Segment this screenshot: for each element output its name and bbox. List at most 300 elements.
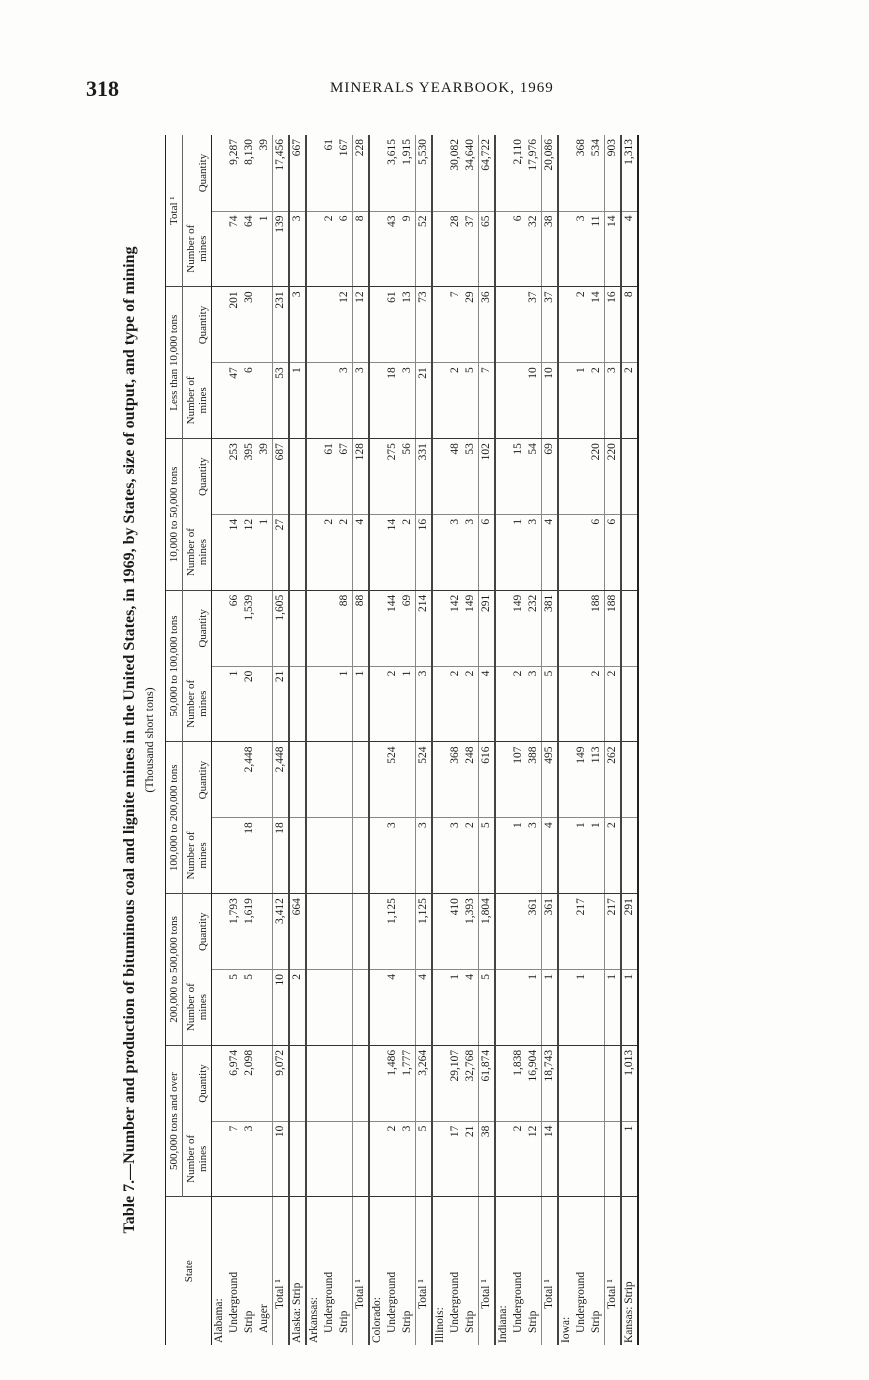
row-label: Colorado: — [371, 1297, 383, 1343]
number-of-mines-cell: 1 — [448, 969, 463, 1045]
number-of-mines-cell — [432, 969, 448, 1045]
quantity-cell — [369, 287, 385, 363]
number-of-mines-cell: 2 — [463, 818, 479, 894]
row-label: Iowa: — [560, 1316, 572, 1343]
quantity-cell — [495, 439, 511, 515]
table-row — [273, 135, 290, 1345]
quantity-cell — [212, 439, 228, 515]
number-of-mines-cell: 1 — [511, 818, 526, 894]
table-row — [589, 135, 605, 1345]
quantity-cell: 667 — [289, 135, 306, 211]
quantity-cell — [306, 742, 322, 818]
number-of-mines-cell: 2 — [289, 969, 306, 1045]
quantity-cell — [306, 590, 322, 666]
quantity-cell — [322, 742, 337, 818]
table-row — [353, 135, 370, 1345]
number-of-mines-cell — [495, 666, 511, 742]
column-group-header: 200,000 to 500,000 tons — [166, 894, 183, 1046]
number-of-mines-cell: 1 — [605, 969, 622, 1045]
quantity-cell: 16,904 — [526, 1045, 542, 1121]
number-of-mines-cell: 2 — [511, 1121, 526, 1197]
number-of-mines-cell — [432, 514, 448, 590]
table-subtitle: (Thousand short tons) — [142, 687, 156, 793]
quantity-cell — [289, 439, 306, 515]
quantity-cell: 248 — [463, 742, 479, 818]
number-of-mines-cell: 20 — [242, 666, 257, 742]
page-number: 318 — [86, 76, 119, 101]
number-of-mines-cell: 1 — [289, 363, 306, 439]
number-of-mines-cell: 18 — [273, 818, 290, 894]
quantity-cell: 1,793 — [227, 894, 242, 970]
number-of-mines-cell — [212, 211, 228, 287]
quantity-header: Quantity — [183, 590, 212, 666]
quantity-cell: 1,804 — [479, 894, 496, 970]
number-of-mines-cell: 2 — [322, 514, 337, 590]
number-of-mines-cell: 3 — [416, 818, 433, 894]
number-of-mines-cell: 3 — [242, 1121, 257, 1197]
quantity-cell: 53 — [463, 439, 479, 515]
number-of-mines-cell: 10 — [273, 1121, 290, 1197]
quantity-cell: 15 — [511, 439, 526, 515]
number-of-mines-cell: 2 — [400, 514, 416, 590]
quantity-cell — [495, 287, 511, 363]
quantity-cell: 1,313 — [621, 135, 638, 211]
number-of-mines-cell — [306, 514, 322, 590]
number-of-mines-cell: 1 — [574, 363, 589, 439]
number-of-mines-cell — [337, 969, 353, 1045]
number-of-mines-cell: 14 — [542, 1121, 559, 1197]
quantity-cell — [353, 742, 370, 818]
running-head: MINERALS YEARBOOK, 1969 — [330, 80, 554, 96]
quantity-cell: 5,530 — [416, 135, 433, 211]
quantity-cell — [306, 894, 322, 970]
number-of-mines-cell: 2 — [337, 514, 353, 590]
quantity-header: Quantity — [183, 894, 212, 970]
quantity-cell: 17,976 — [526, 135, 542, 211]
rotated-table-block — [120, 135, 740, 1345]
quantity-cell: 8,130 — [242, 135, 257, 211]
number-of-mines-cell: 11 — [589, 211, 605, 287]
quantity-cell — [495, 894, 511, 970]
quantity-cell — [400, 894, 416, 970]
number-of-mines-cell: 10 — [273, 969, 290, 1045]
quantity-cell — [495, 590, 511, 666]
number-of-mines-cell: 18 — [385, 363, 400, 439]
quantity-cell — [212, 894, 228, 970]
quantity-cell: 9,287 — [227, 135, 242, 211]
quantity-cell: 1,838 — [511, 1045, 526, 1121]
quantity-cell — [400, 742, 416, 818]
number-of-mines-cell — [369, 514, 385, 590]
quantity-cell: 3,615 — [385, 135, 400, 211]
number-of-mines-cell — [605, 1121, 622, 1197]
quantity-header: Quantity — [183, 742, 212, 818]
number-of-mines-cell: 1 — [353, 666, 370, 742]
number-of-mines-cell: 1 — [227, 666, 242, 742]
number-of-mines-cell — [621, 818, 638, 894]
number-of-mines-cell — [369, 818, 385, 894]
number-of-mines-cell — [289, 818, 306, 894]
row-label: Total ¹ — [273, 1197, 290, 1345]
quantity-cell — [212, 742, 228, 818]
number-of-mines-cell: 2 — [448, 666, 463, 742]
number-of-mines-cell: 14 — [385, 514, 400, 590]
number-of-mines-cell — [558, 211, 574, 287]
quantity-cell — [289, 742, 306, 818]
number-of-mines-header: Number of mines — [183, 818, 212, 894]
quantity-cell: 1,393 — [463, 894, 479, 970]
quantity-cell — [511, 894, 526, 970]
number-of-mines-cell — [353, 969, 370, 1045]
quantity-cell: 20,086 — [542, 135, 559, 211]
quantity-cell: 1,777 — [400, 1045, 416, 1121]
quantity-cell: 113 — [589, 742, 605, 818]
table-row — [479, 135, 496, 1345]
quantity-cell: 3 — [289, 287, 306, 363]
number-of-mines-cell: 1 — [574, 969, 589, 1045]
quantity-cell: 220 — [589, 439, 605, 515]
number-of-mines-cell: 3 — [385, 818, 400, 894]
quantity-cell: 16 — [605, 287, 622, 363]
number-of-mines-cell — [369, 666, 385, 742]
table-row — [526, 135, 542, 1345]
number-of-mines-cell — [212, 363, 228, 439]
number-of-mines-cell: 3 — [400, 1121, 416, 1197]
number-of-mines-cell: 6 — [337, 211, 353, 287]
quantity-cell: 69 — [400, 590, 416, 666]
number-of-mines-cell: 1 — [400, 666, 416, 742]
quantity-cell: 64,722 — [479, 135, 496, 211]
number-of-mines-cell — [432, 211, 448, 287]
row-label: Total ¹ — [605, 1197, 622, 1345]
quantity-cell — [369, 590, 385, 666]
quantity-cell: 361 — [526, 894, 542, 970]
number-of-mines-cell: 3 — [448, 514, 463, 590]
quantity-cell: 1,605 — [273, 590, 290, 666]
number-of-mines-cell — [212, 969, 228, 1045]
number-of-mines-cell — [589, 969, 605, 1045]
row-label: Underground — [449, 1271, 461, 1333]
quantity-cell — [212, 287, 228, 363]
number-of-mines-cell: 2 — [605, 818, 622, 894]
number-of-mines-cell: 4 — [542, 514, 559, 590]
number-of-mines-header: Number of mines — [183, 363, 212, 439]
quantity-cell: 13 — [400, 287, 416, 363]
number-of-mines-cell — [257, 1121, 273, 1197]
quantity-cell — [257, 894, 273, 970]
number-of-mines-cell: 1 — [257, 514, 273, 590]
quantity-cell: 534 — [589, 135, 605, 211]
quantity-cell — [558, 135, 574, 211]
number-of-mines-cell: 27 — [273, 514, 290, 590]
number-of-mines-cell: 1 — [511, 514, 526, 590]
number-of-mines-cell — [322, 666, 337, 742]
number-of-mines-cell — [511, 363, 526, 439]
quantity-cell: 6,974 — [227, 1045, 242, 1121]
quantity-cell: 1,619 — [242, 894, 257, 970]
table-row — [432, 135, 448, 1345]
number-of-mines-header: Number of mines — [183, 969, 212, 1045]
table-row — [542, 135, 559, 1345]
quantity-cell — [257, 287, 273, 363]
quantity-cell: 368 — [448, 742, 463, 818]
number-of-mines-cell: 8 — [353, 211, 370, 287]
quantity-cell: 69 — [542, 439, 559, 515]
quantity-cell: 12 — [337, 287, 353, 363]
table-title: Table 7.—Number and production of bituminous coal and lignite mines in the United States, in 1969, by States, size of output, and type of mining — [121, 246, 138, 1234]
quantity-cell — [337, 1045, 353, 1121]
quantity-cell: 201 — [227, 287, 242, 363]
number-of-mines-cell: 1 — [621, 969, 638, 1045]
number-of-mines-cell — [400, 818, 416, 894]
number-of-mines-cell: 2 — [463, 666, 479, 742]
quantity-cell: 48 — [448, 439, 463, 515]
quantity-cell: 2,448 — [273, 742, 290, 818]
quantity-cell — [621, 742, 638, 818]
number-of-mines-cell — [322, 969, 337, 1045]
number-of-mines-cell: 2 — [589, 363, 605, 439]
number-of-mines-cell: 12 — [526, 1121, 542, 1197]
quantity-cell: 34,640 — [463, 135, 479, 211]
number-of-mines-cell: 3 — [400, 363, 416, 439]
quantity-cell: 903 — [605, 135, 622, 211]
column-group-header: 50,000 to 100,000 tons — [166, 590, 183, 742]
number-of-mines-cell: 2 — [621, 363, 638, 439]
table-row — [289, 135, 306, 1345]
number-of-mines-cell — [257, 363, 273, 439]
quantity-cell — [432, 287, 448, 363]
number-of-mines-cell: 3 — [353, 363, 370, 439]
number-of-mines-cell: 16 — [416, 514, 433, 590]
quantity-cell — [257, 1045, 273, 1121]
row-label: Total ¹ — [416, 1197, 433, 1345]
quantity-cell: 231 — [273, 287, 290, 363]
number-of-mines-cell: 3 — [463, 514, 479, 590]
number-of-mines-cell: 52 — [416, 211, 433, 287]
quantity-cell: 37 — [526, 287, 542, 363]
quantity-cell — [306, 287, 322, 363]
row-label: Illinois: — [434, 1307, 446, 1343]
quantity-cell — [337, 894, 353, 970]
number-of-mines-cell — [432, 1121, 448, 1197]
number-of-mines-cell — [212, 818, 228, 894]
number-of-mines-cell — [257, 666, 273, 742]
number-of-mines-cell: 5 — [463, 363, 479, 439]
number-of-mines-cell: 21 — [463, 1121, 479, 1197]
quantity-cell: 1,539 — [242, 590, 257, 666]
row-label: Kansas: Strip — [621, 1197, 638, 1345]
quantity-cell: 228 — [353, 135, 370, 211]
table-row — [306, 135, 322, 1345]
table-row — [369, 135, 385, 1345]
quantity-cell — [495, 742, 511, 818]
column-group-header: Total ¹ — [166, 135, 183, 287]
table-row — [511, 135, 526, 1345]
quantity-cell: 37 — [542, 287, 559, 363]
quantity-cell — [589, 1045, 605, 1121]
number-of-mines-cell — [495, 818, 511, 894]
table-row — [227, 135, 242, 1345]
number-of-mines-cell: 2 — [589, 666, 605, 742]
number-of-mines-cell — [495, 1121, 511, 1197]
quantity-cell — [212, 590, 228, 666]
quantity-cell: 167 — [337, 135, 353, 211]
quantity-cell: 687 — [273, 439, 290, 515]
number-of-mines-cell: 28 — [448, 211, 463, 287]
quantity-cell: 39 — [257, 439, 273, 515]
number-of-mines-cell: 4 — [479, 666, 496, 742]
quantity-cell — [432, 439, 448, 515]
quantity-cell: 7 — [448, 287, 463, 363]
row-label: Strip — [590, 1310, 602, 1333]
number-of-mines-cell: 4 — [542, 818, 559, 894]
number-of-mines-cell — [306, 969, 322, 1045]
number-of-mines-cell: 18 — [242, 818, 257, 894]
quantity-header: Quantity — [183, 439, 212, 515]
quantity-cell: 331 — [416, 439, 433, 515]
number-of-mines-cell: 3 — [448, 818, 463, 894]
number-of-mines-cell: 12 — [242, 514, 257, 590]
table-row — [621, 135, 638, 1345]
number-of-mines-cell: 17 — [448, 1121, 463, 1197]
quantity-header: Quantity — [183, 1045, 212, 1121]
number-of-mines-header: Number of mines — [183, 514, 212, 590]
row-label: Total ¹ — [479, 1197, 496, 1345]
quantity-cell — [495, 1045, 511, 1121]
number-of-mines-cell — [621, 514, 638, 590]
number-of-mines-cell — [400, 969, 416, 1045]
quantity-cell: 1,013 — [621, 1045, 638, 1121]
quantity-cell — [558, 287, 574, 363]
number-of-mines-cell: 43 — [385, 211, 400, 287]
quantity-cell — [621, 439, 638, 515]
quantity-cell: 262 — [605, 742, 622, 818]
quantity-cell — [432, 1045, 448, 1121]
number-of-mines-cell — [289, 1121, 306, 1197]
quantity-cell — [212, 1045, 228, 1121]
number-of-mines-cell: 10 — [542, 363, 559, 439]
quantity-cell: 17,456 — [273, 135, 290, 211]
quantity-cell: 410 — [448, 894, 463, 970]
number-of-mines-cell — [495, 363, 511, 439]
quantity-cell — [574, 590, 589, 666]
number-of-mines-cell — [558, 969, 574, 1045]
number-of-mines-cell — [558, 363, 574, 439]
quantity-cell — [558, 894, 574, 970]
quantity-cell: 524 — [416, 742, 433, 818]
number-of-mines-cell — [589, 1121, 605, 1197]
table-head — [166, 135, 212, 1345]
quantity-cell — [369, 894, 385, 970]
number-of-mines-cell — [558, 818, 574, 894]
number-of-mines-cell — [322, 818, 337, 894]
table-row — [448, 135, 463, 1345]
row-label: Alabama: — [213, 1298, 225, 1343]
number-of-mines-cell: 139 — [273, 211, 290, 287]
quantity-cell: 144 — [385, 590, 400, 666]
quantity-cell: 30 — [242, 287, 257, 363]
number-of-mines-cell: 4 — [385, 969, 400, 1045]
quantity-cell — [432, 742, 448, 818]
quantity-cell — [574, 1045, 589, 1121]
row-label: Total ¹ — [542, 1197, 559, 1345]
row-label: Underground — [386, 1271, 398, 1333]
number-of-mines-cell: 1 — [574, 818, 589, 894]
quantity-cell: 61,874 — [479, 1045, 496, 1121]
quantity-cell — [511, 287, 526, 363]
quantity-cell: 2 — [574, 287, 589, 363]
column-group-header: 100,000 to 200,000 tons — [166, 742, 183, 894]
quantity-cell: 368 — [574, 135, 589, 211]
number-of-mines-cell — [306, 818, 322, 894]
number-of-mines-cell: 5 — [416, 1121, 433, 1197]
state-header: State — [166, 1197, 212, 1345]
quantity-cell: 361 — [542, 894, 559, 970]
quantity-cell — [369, 1045, 385, 1121]
number-of-mines-cell: 14 — [227, 514, 242, 590]
number-of-mines-cell: 2 — [605, 666, 622, 742]
quantity-cell: 8 — [621, 287, 638, 363]
quantity-cell: 381 — [542, 590, 559, 666]
number-of-mines-cell — [353, 818, 370, 894]
row-label: Underground — [575, 1271, 587, 1333]
number-of-mines-cell — [369, 1121, 385, 1197]
number-of-mines-cell — [574, 514, 589, 590]
number-of-mines-cell: 3 — [526, 666, 542, 742]
quantity-cell: 67 — [337, 439, 353, 515]
quantity-cell — [574, 439, 589, 515]
number-of-mines-cell — [212, 666, 228, 742]
quantity-cell: 30,082 — [448, 135, 463, 211]
row-label: Auger — [258, 1304, 270, 1333]
number-of-mines-cell: 5 — [542, 666, 559, 742]
quantity-cell: 61 — [322, 135, 337, 211]
number-of-mines-cell: 14 — [605, 211, 622, 287]
number-of-mines-cell: 3 — [605, 363, 622, 439]
column-group-header: 500,000 tons and over — [166, 1045, 183, 1197]
quantity-cell — [306, 439, 322, 515]
number-of-mines-cell: 1 — [526, 969, 542, 1045]
quantity-cell — [322, 894, 337, 970]
quantity-cell: 388 — [526, 742, 542, 818]
row-label: Arkansas: — [308, 1297, 320, 1343]
quantity-cell: 1,486 — [385, 1045, 400, 1121]
number-of-mines-cell — [212, 1121, 228, 1197]
quantity-cell: 32,768 — [463, 1045, 479, 1121]
quantity-cell: 616 — [479, 742, 496, 818]
quantity-cell: 66 — [227, 590, 242, 666]
quantity-cell: 232 — [526, 590, 542, 666]
number-of-mines-cell: 32 — [526, 211, 542, 287]
quantity-cell: 2,110 — [511, 135, 526, 211]
number-of-mines-header: Number of mines — [183, 666, 212, 742]
number-of-mines-cell — [322, 363, 337, 439]
quantity-cell: 217 — [574, 894, 589, 970]
row-label: Strip — [464, 1310, 476, 1333]
number-of-mines-cell: 10 — [526, 363, 542, 439]
number-of-mines-cell — [495, 514, 511, 590]
number-of-mines-cell: 1 — [257, 211, 273, 287]
number-of-mines-cell: 2 — [385, 666, 400, 742]
table-row — [385, 135, 400, 1345]
number-of-mines-cell — [289, 666, 306, 742]
number-of-mines-cell — [322, 1121, 337, 1197]
quantity-cell: 291 — [621, 894, 638, 970]
quantity-cell — [432, 894, 448, 970]
number-of-mines-cell — [432, 818, 448, 894]
quantity-cell — [369, 439, 385, 515]
table-row — [242, 135, 257, 1345]
